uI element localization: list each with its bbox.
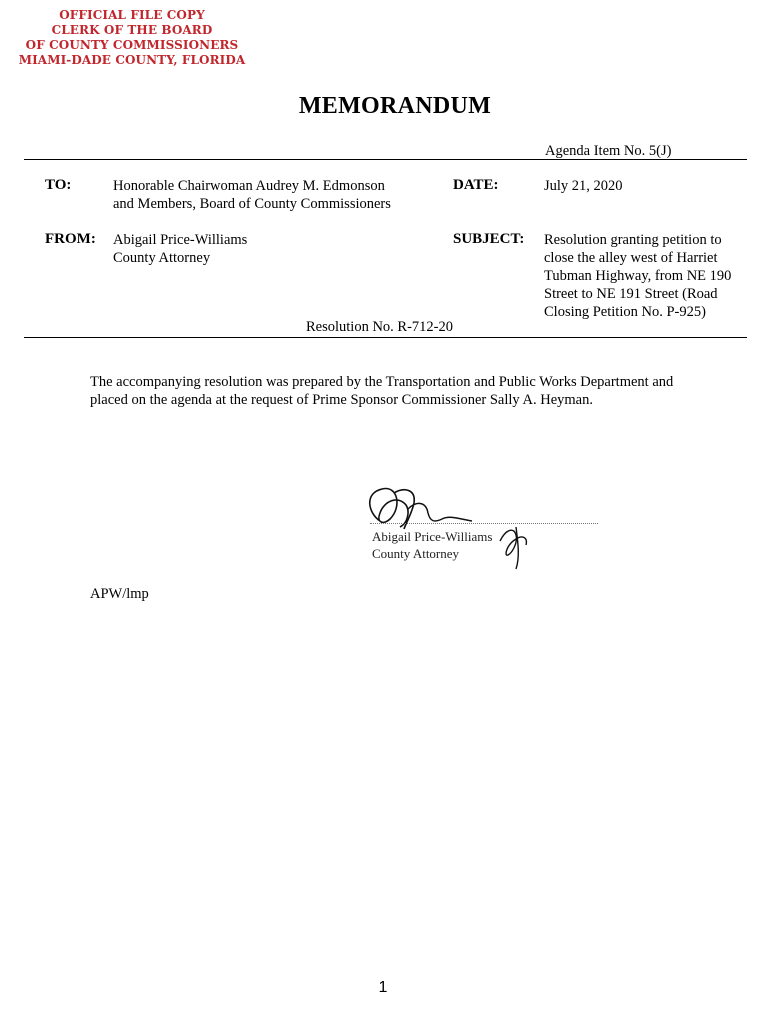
body-line: placed on the agenda at the request of Prime Sponsor Commissioner Sally A. Heyman. — [90, 392, 593, 408]
from-sender-line-2: County Attorney — [113, 250, 211, 266]
memo-body — [90, 373, 710, 409]
signer-title: County Attorney — [372, 546, 460, 561]
subject-line: Street to NE 191 Street (Road — [544, 286, 718, 302]
subject-label: SUBJECT: — [453, 231, 525, 247]
from-sender-line-1: Abigail Price-Williams — [113, 232, 248, 248]
signature-block — [350, 483, 610, 573]
to-recipient-line-2: and Members, Board of County Commissioners — [113, 196, 391, 212]
resolution-number: Resolution No. R-712-20 — [306, 319, 454, 335]
header-divider-bottom — [24, 337, 747, 338]
subject-line: Tubman Highway, from NE 190 — [544, 268, 732, 284]
subject-line: Resolution granting petition to — [544, 232, 722, 248]
subject-text-block — [544, 231, 731, 321]
stamp-line: OF COUNTY COMMISSIONERS — [25, 38, 239, 52]
memo-title: MEMORANDUM — [298, 93, 492, 119]
signer-name: Abigail Price-Williams — [372, 529, 493, 544]
stamp-line: OFFICIAL FILE COPY — [59, 8, 205, 22]
official-file-copy-stamp — [18, 8, 246, 68]
date-value: July 21, 2020 — [544, 178, 623, 194]
signature-line — [370, 523, 598, 524]
to-label: TO: — [45, 177, 72, 193]
page-number: 1 — [378, 979, 388, 996]
stamp-line: CLERK OF THE BOARD — [51, 23, 213, 37]
typist-initials: APW/lmp — [90, 586, 149, 602]
agenda-item-number: Agenda Item No. 5(J) — [545, 143, 672, 159]
date-label: DATE: — [453, 177, 499, 193]
subject-line: close the alley west of Harriet — [544, 250, 718, 266]
subject-line: Closing Petition No. P-925) — [544, 304, 706, 320]
stamp-line: MIAMI-DADE COUNTY, FLORIDA — [18, 53, 246, 67]
header-divider-top — [24, 159, 747, 160]
from-label: FROM: — [45, 231, 96, 247]
body-line: The accompanying resolution was prepared by the Transportation and Public Works Department and — [90, 374, 674, 390]
to-recipient-line-1: Honorable Chairwoman Audrey M. Edmonson — [113, 178, 385, 194]
